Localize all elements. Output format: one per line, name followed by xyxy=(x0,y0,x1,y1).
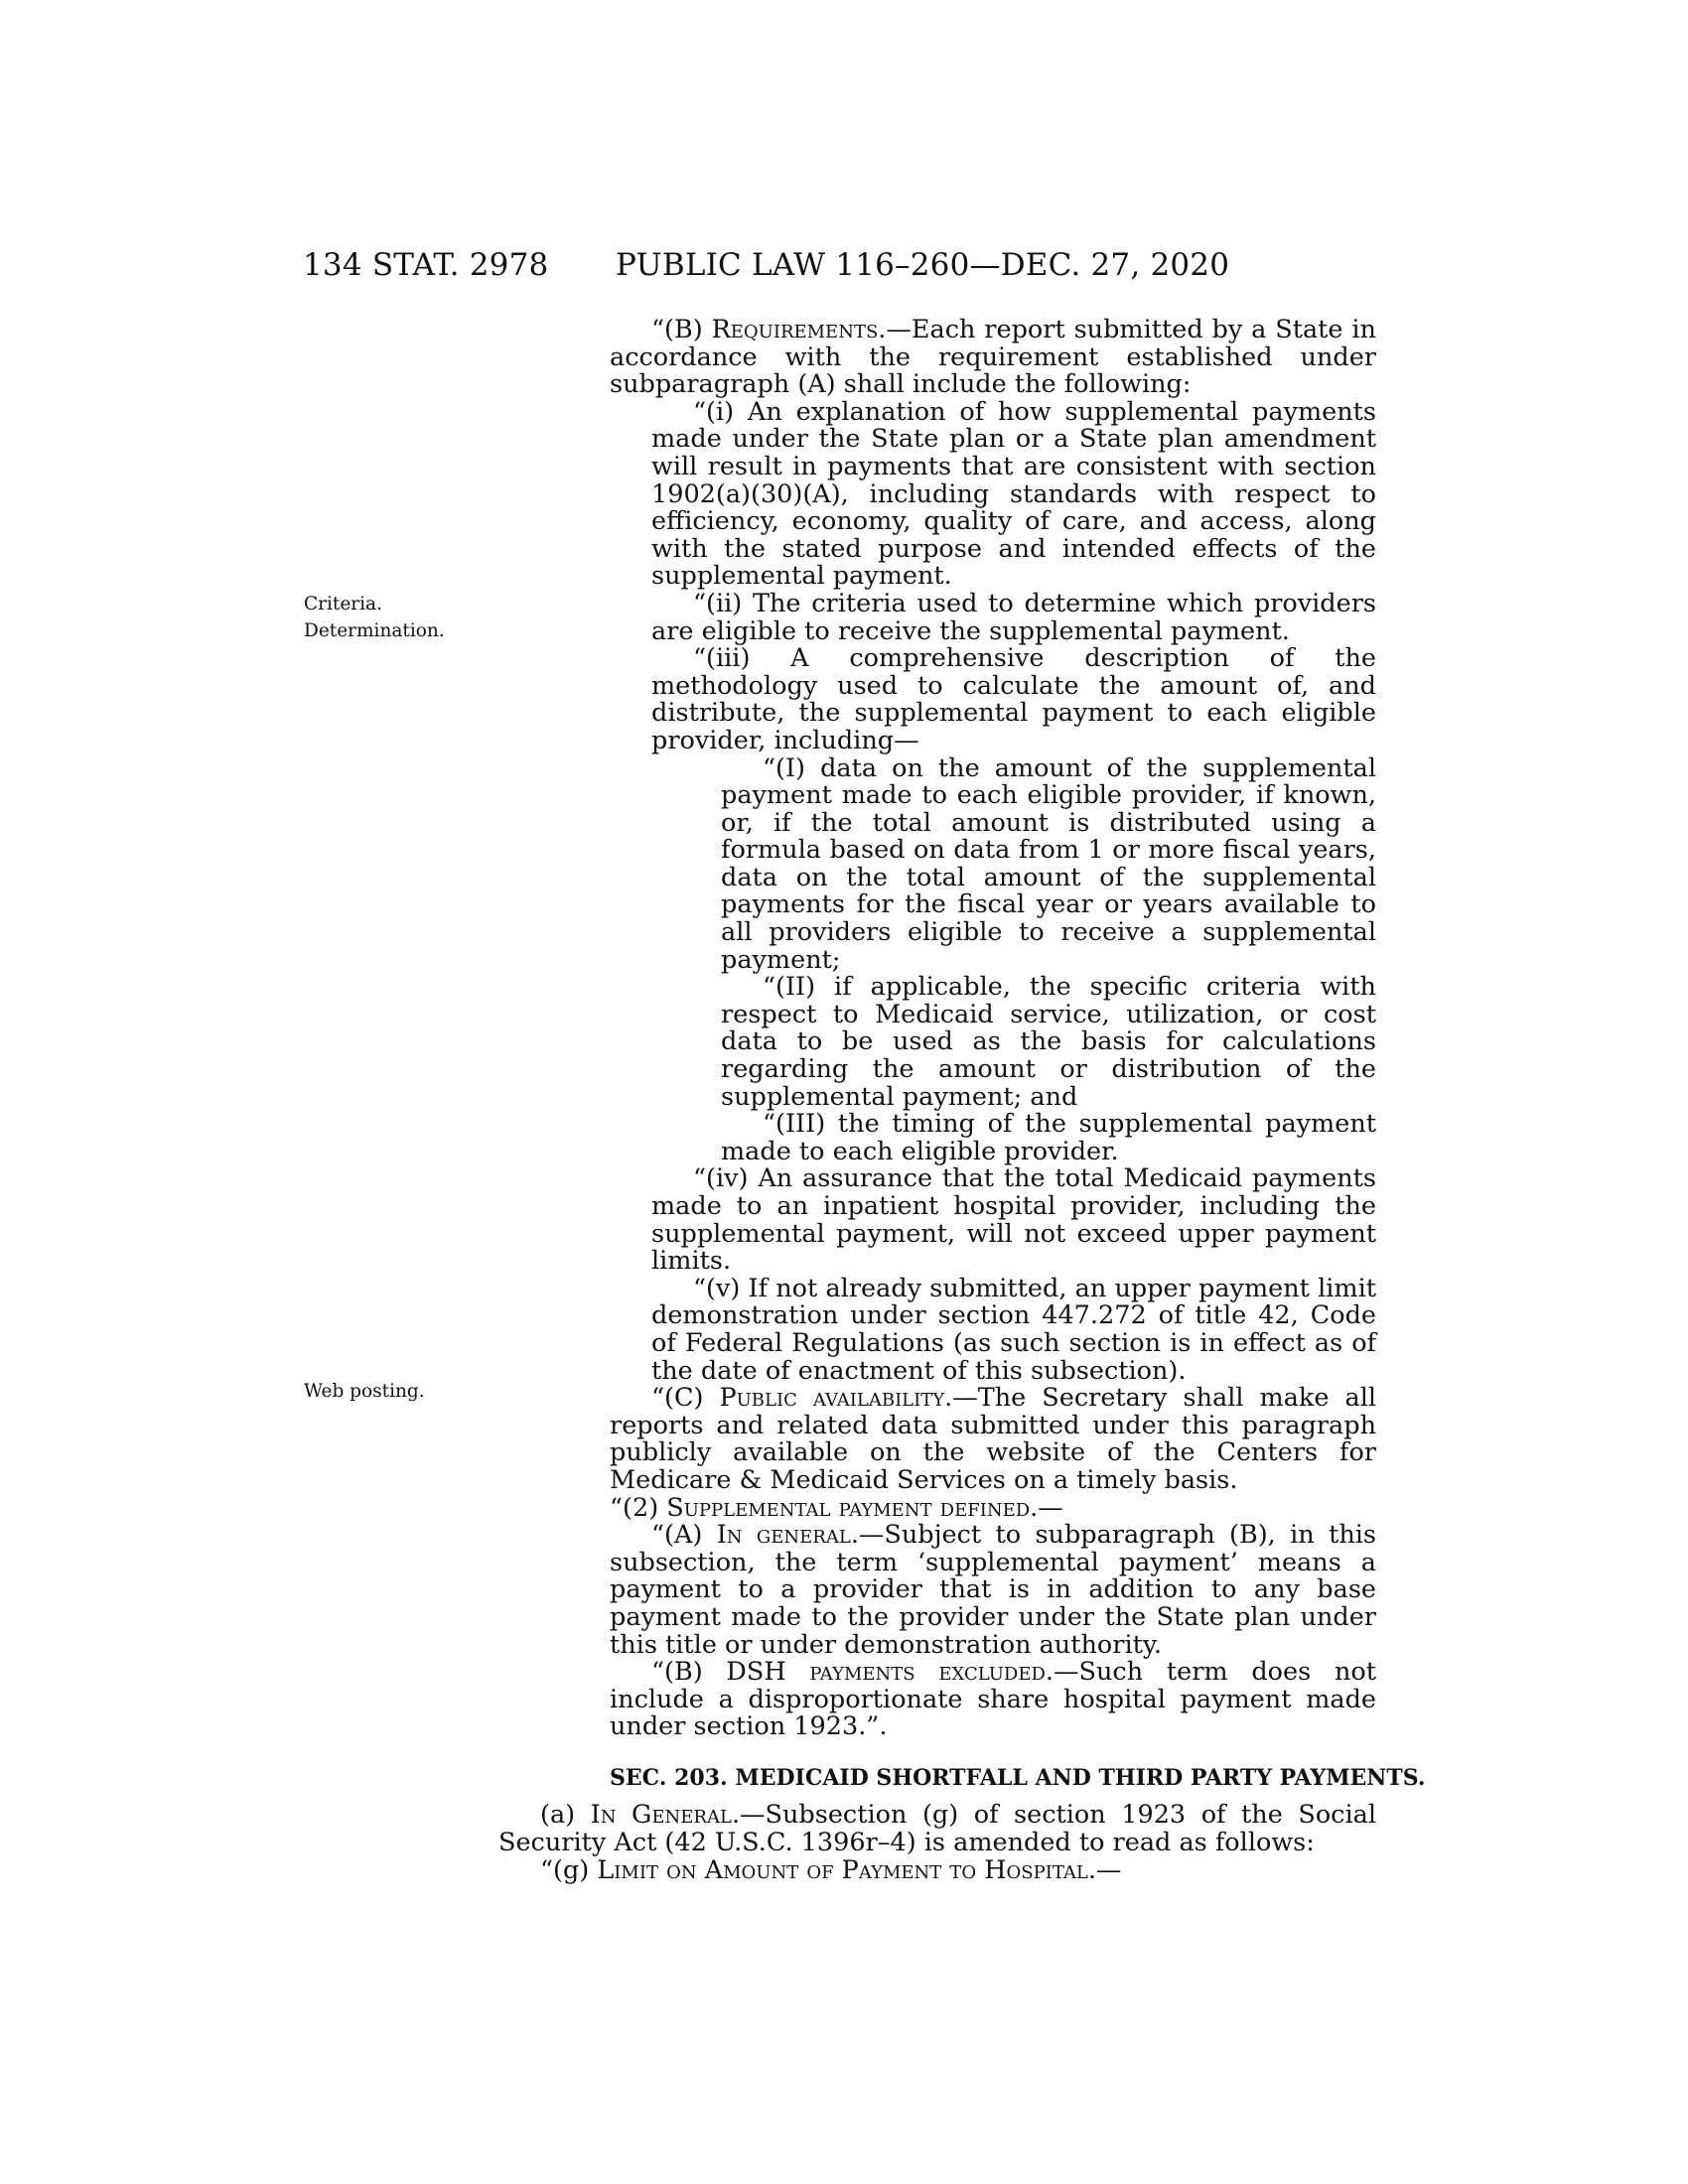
subitem-I: “(I) data on the amount of the supplemental payment made to each eligible provider, if known, or, if the total amount is distributed using a formula based on data from 1 or more fiscal years, data on the total amount of the supplemental payments for the fiscal year or years available to all providers eligible to receive a supplemental payment; xyxy=(721,752,1376,975)
paragraph-c-public-availability: “(C) Public availability.—The Secretary shall make all reports and related data submitted under this paragraph publicly available on the website of the Centers for Medicare & Medicaid Services on a timely basis. xyxy=(610,1383,1376,1495)
running-header: PUBLIC LAW 116–260—DEC. 27, 2020 xyxy=(616,247,1230,283)
margin-note-web-posting: Web posting. xyxy=(304,1381,425,1402)
heading-limit-on-amount: Limit on Amount of Payment to Hospital xyxy=(597,1854,1088,1885)
item-iii: “(iii) A comprehensive description of the methodology used to calculate the amount of, and distribute, the supplemental payment to each eligible provider, including— xyxy=(651,643,1376,755)
heading-public-availability: Public availability xyxy=(719,1383,945,1414)
subitem-III: “(III) the timing of the supplemental payment made to each eligible provider. xyxy=(721,1109,1376,1166)
paragraph-a-in-general: “(A) In general.—Subject to subparagraph (B), in this subsection, the term ‘supplemental payment’ means a payment to a provider that is in addition to any base payment made to the provider under the State plan under this title or under demonstration authority. xyxy=(610,1520,1376,1660)
heading-in-general: In general xyxy=(716,1520,851,1551)
paragraph-b-dsh: “(B) DSH payments excluded.—Such term does not include a disproportionate share hospital payment made under section 1923.”. xyxy=(610,1657,1376,1742)
heading-in-general-sec203: In General xyxy=(590,1800,732,1831)
item-i: “(i) An explanation of how supplemental payments made under the State plan or a State plan amendment will result in payments that are consistent with section 1902(a)(30)(A), including standards with respect to efficiency, economy, quality of care, and access, along with the stated purpose and intended effects of the supplemental payment. xyxy=(651,396,1376,592)
statute-body xyxy=(498,315,1426,1885)
subitem-II: “(II) if applicable, the specific criteria with respect to Medicaid service, utilization, or cost data to be used as the basis for calculations regarding the amount or distribution of the supplemental payment; and xyxy=(721,972,1376,1112)
paragraph-2-definition: “(2) Supplemental payment defined.— xyxy=(610,1492,1063,1523)
heading-requirements: Requirements xyxy=(711,315,879,344)
heading-payments-excluded: payments excluded xyxy=(809,1657,1046,1688)
paragraph-b-requirements: “(B) Requirements.—Each report submitted by a State in accordance with the requirement established under subparagraph (A) shall include the following: xyxy=(610,315,1376,400)
section-203-heading: SEC. 203. MEDICAID SHORTFALL AND THIRD PARTY PAYMENTS. xyxy=(610,1764,1426,1791)
item-iv: “(iv) An assurance that the total Medicaid payments made to an inpatient hospital provider, including the supplemental payment, will not exceed upper payment limits. xyxy=(651,1163,1376,1277)
margin-note-determination: Determination. xyxy=(304,620,445,641)
item-v: “(v) If not already submitted, an upper payment limit demonstration under section 447.272 of title 42, Code of Federal Regulations (as such section is in effect as of the date of enactment of this subsection). xyxy=(651,1273,1376,1386)
item-ii: “(ii) The criteria used to determine which providers are eligible to receive the supplemental payment. xyxy=(651,588,1376,646)
paragraph-a-in-general-sec203: (a) In General.—Subsection (g) of section 1923 of the Social Security Act (42 U.S.C. 1396r–4) is amended to read as follows: xyxy=(498,1800,1376,1858)
paragraph-g-limit: “(g) Limit on Amount of Payment to Hospital.— xyxy=(540,1854,1122,1885)
margin-note-criteria: Criteria. xyxy=(304,594,382,614)
stat-page-number: 134 STAT. 2978 xyxy=(303,247,549,283)
heading-supplemental-payment-defined: Supplemental payment defined xyxy=(666,1492,1031,1523)
